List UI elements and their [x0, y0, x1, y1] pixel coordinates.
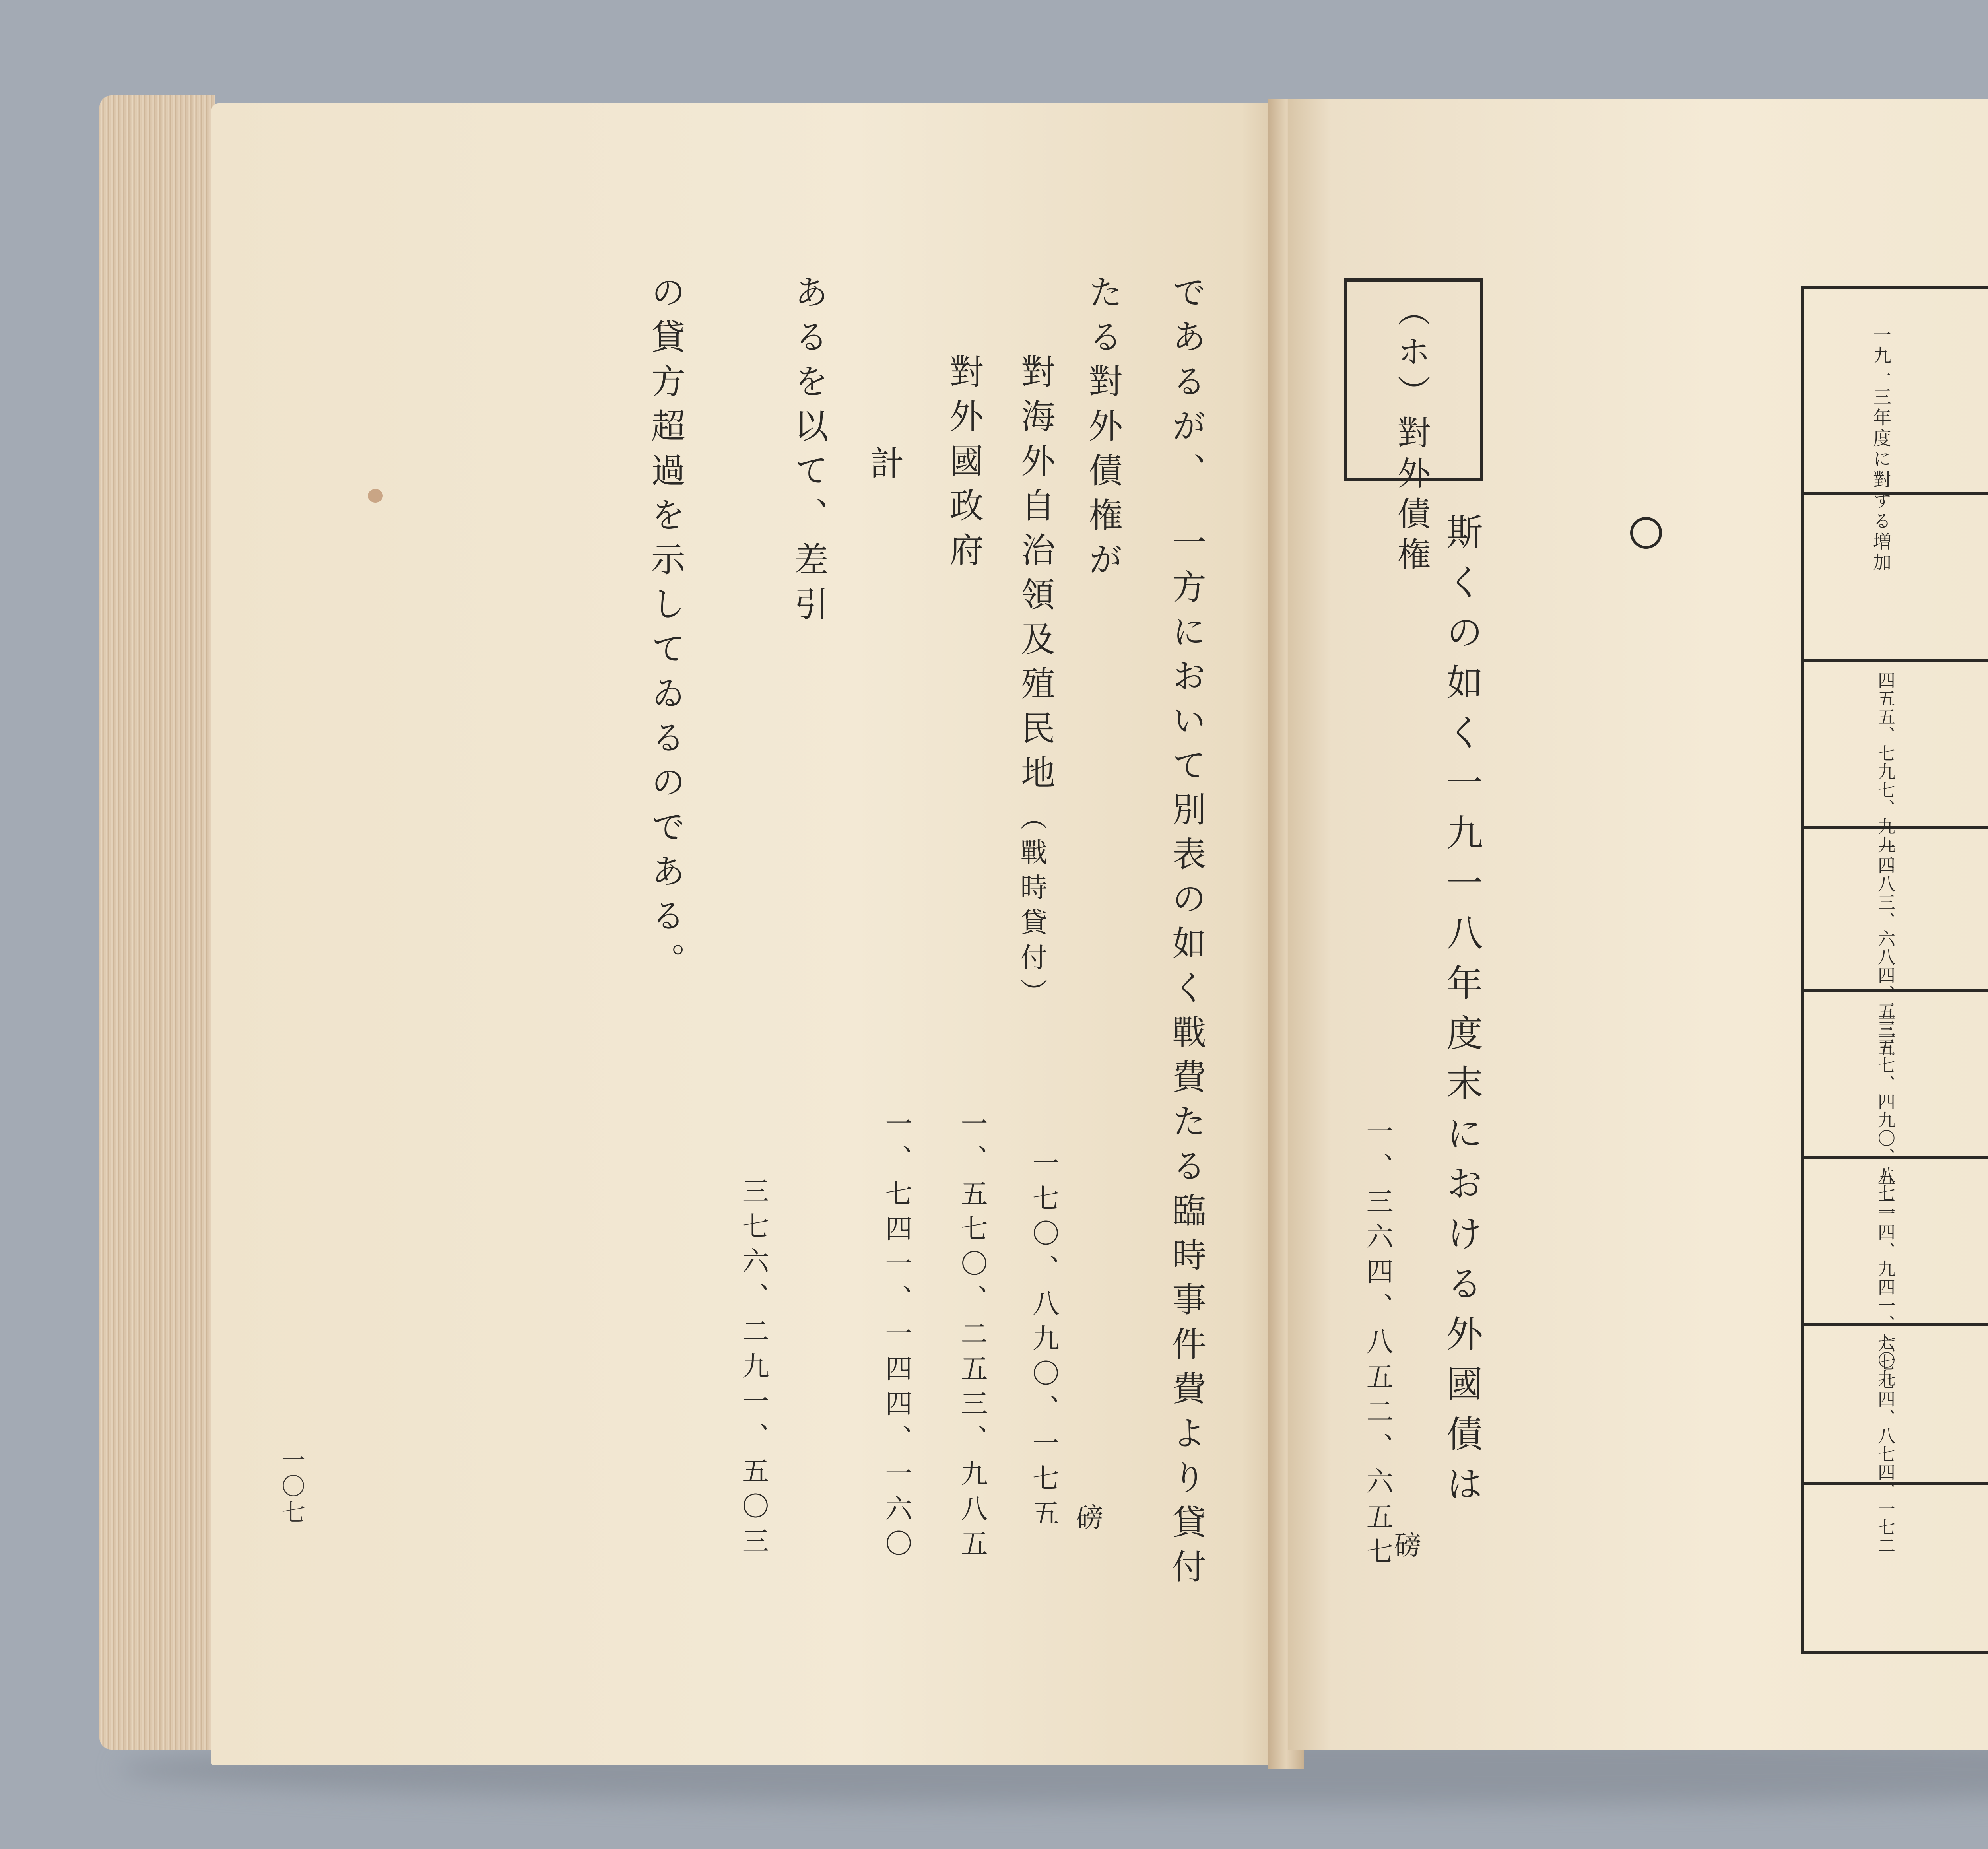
left-line-5: 計: [864, 445, 904, 490]
heading-box: [1344, 278, 1483, 577]
page-stain: [368, 489, 383, 503]
amount-colonies: 一七〇、八九〇、一七五: [1028, 1149, 1059, 1534]
amount-balance: 三七六、二九一、五〇三: [738, 1177, 769, 1562]
pound-unit-right: 磅: [1390, 1531, 1421, 1566]
vs1913-1917: 五二一四、九四一、七〇九: [1875, 1168, 1895, 1388]
vs1913-1914: 四五五、七九七、九九二: [1875, 671, 1895, 872]
left-line-4: 對外國政府: [944, 354, 983, 577]
left-line-3: 對海外自治領及殖民地: [1015, 354, 1055, 799]
section-heading: （ホ）對外債権: [1392, 293, 1431, 577]
left-line-2: たる對外債権が: [1083, 274, 1122, 586]
left-line-6: あるを以て、差引: [788, 274, 828, 631]
amount-foreign-govts: 一、五七〇、二五三、九八五: [956, 1109, 988, 1564]
left-page-number: 一〇七: [278, 1447, 305, 1526]
row-label-1913: 一九一三年度に對する増加: [1870, 325, 1892, 573]
body-line: 斯くの如く一九一八年度末における外國債は: [1441, 513, 1483, 1515]
amount-total: 一、七四一、一四四、一六〇: [881, 1109, 912, 1564]
foreign-credit-table: [1801, 286, 1988, 1654]
vs1913-1918: 六七七四、八七四、一七二: [1875, 1335, 1895, 1555]
vs1913-1915: 一四八三、六八四、五三五: [1875, 838, 1895, 1058]
pound-unit-left: 磅: [1072, 1503, 1103, 1538]
body-amount: 一、三六四、八五二、六五七: [1362, 1117, 1393, 1572]
wartime-note: （戰時貸付）: [1016, 803, 1047, 1013]
left-line-1: であるが、 一方において別表の如く戰費たる臨時事件費より貸付: [1166, 274, 1206, 1593]
left-line-7: の貸方超過を示してゐるのである。: [645, 274, 685, 987]
circle-mark: [1630, 517, 1662, 549]
left-page-block-edge: [99, 95, 215, 1750]
vs1913-1916: 三三五七、四九〇、八七一: [1875, 1001, 1895, 1221]
